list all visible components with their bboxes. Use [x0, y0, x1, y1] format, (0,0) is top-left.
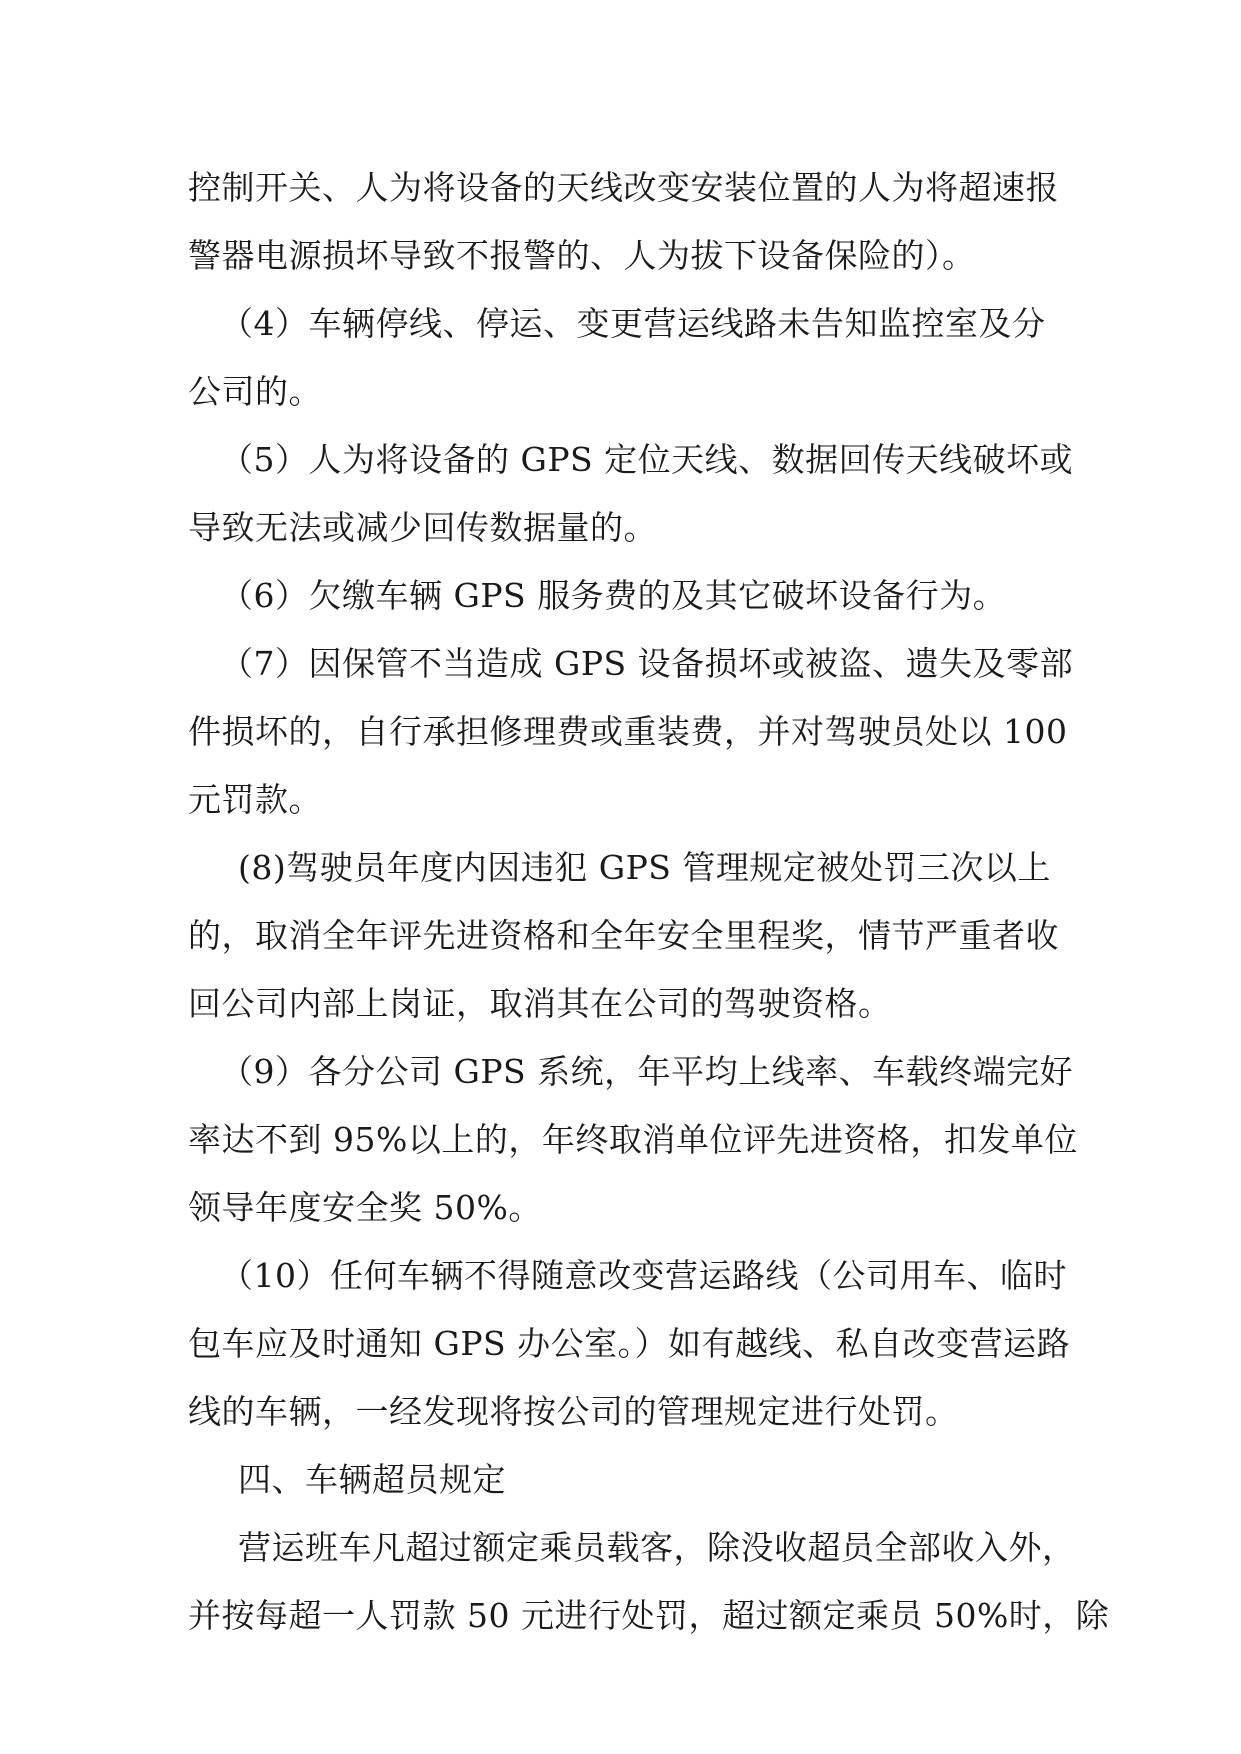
- text-line: 警器电源损坏导致不报警的、人为拔下设备保险的）。: [188, 236, 976, 275]
- text-line: （7）因保管不当造成 GPS 设备损坏或被盗、遗失及零部: [220, 644, 1074, 683]
- text-line: （5）人为将设备的 GPS 定位天线、数据回传天线破坏或: [220, 440, 1074, 479]
- text-line: 并按每超一人罚款 50 元进行处罚，超过额定乘员 50%时，除: [188, 1596, 1110, 1635]
- text-line: 公司的。: [188, 372, 322, 411]
- text-line: 元罚款。: [188, 780, 322, 819]
- text-line: 的，取消全年评先进资格和全年安全里程奖，情节严重者收: [188, 916, 1059, 955]
- text-line: 回公司内部上岗证，取消其在公司的驾驶资格。: [188, 984, 892, 1023]
- section-heading: 四、车辆超员规定: [238, 1460, 506, 1499]
- text-line: （6）欠缴车辆 GPS 服务费的及其它破坏设备行为。: [220, 576, 1007, 615]
- text-line: 件损坏的，自行承担修理费或重装费，并对驾驶员处以 100: [188, 712, 1068, 751]
- text-line: 包车应及时通知 GPS 办公室。）如有越线、私自改变营运路: [188, 1324, 1071, 1363]
- text-line: （4）车辆停线、停运、变更营运线路未告知监控室及分: [220, 304, 1046, 343]
- text-line: 率达不到 95%以上的，年终取消单位评先进资格，扣发单位: [188, 1120, 1078, 1159]
- text-line: （10）任何车辆不得随意改变营运路线（公司用车、临时: [220, 1256, 1067, 1295]
- text-line: (8)驾驶员年度内因违犯 GPS 管理规定被处罚三次以上: [238, 848, 1051, 887]
- text-line: 控制开关、人为将设备的天线改变安装位置的人为将超速报: [188, 168, 1059, 207]
- text-line: 线的车辆，一经发现将按公司的管理规定进行处罚。: [188, 1392, 959, 1431]
- text-line: 营运班车凡超过额定乘员载客，除没收超员全部收入外，: [238, 1528, 1076, 1567]
- text-line: （9）各分公司 GPS 系统，年平均上线率、车载终端完好: [220, 1052, 1074, 1091]
- body-text: [188, 154, 1110, 1650]
- text-line: 领导年度安全奖 50%。: [188, 1188, 542, 1227]
- text-line: 导致无法或减少回传数据量的。: [188, 508, 657, 547]
